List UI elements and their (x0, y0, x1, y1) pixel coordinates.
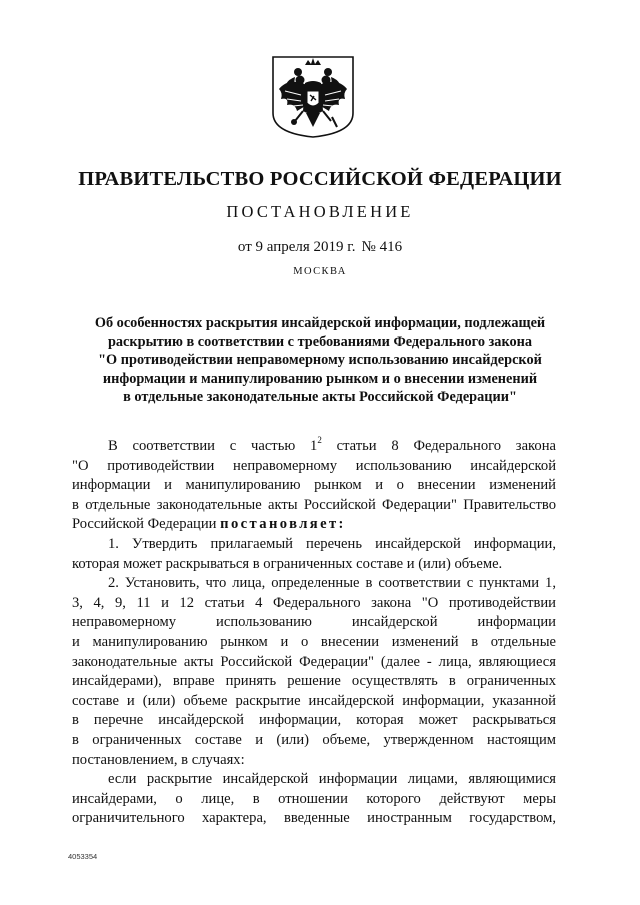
body-line: информации и манипулированию рынком и о внесении изменений (72, 477, 556, 494)
government-name: ПРАВИТЕЛЬСТВО РОССИЙСКОЙ ФЕДЕРАЦИИ (78, 168, 562, 190)
document-number: № 416 (361, 239, 403, 255)
body-line: Российской Федерации постановляет: (72, 516, 346, 533)
document-body (72, 437, 556, 829)
body-line: постановлением, в случаях: (72, 751, 245, 768)
body-line: в отдельные законодательные акты Российской Федерации" Правительство (72, 496, 556, 513)
title-line: "О противодействии неправомерному использованию инсайдерской (98, 352, 542, 369)
body-line: составе и (или) объеме раскрытие инсайдерской информации, указанной (72, 692, 556, 709)
body-line: в ограниченных составе и (или) объеме, утвержденном настоящим (72, 731, 556, 748)
title-line: Об особенностях раскрытия инсайдерской информации, подлежащей (94, 315, 546, 331)
resolves-word: постановляет: (220, 516, 346, 533)
body-line: инсайдерами, о лице, в отношении которого действуют меры (72, 790, 556, 807)
coat-of-arms-icon (271, 55, 355, 139)
body-line: 1. Утвердить прилагаемый перечень инсайдерской информации, (108, 535, 556, 552)
document-date: от 9 апреля 2019 г. (237, 239, 356, 255)
document-title (70, 314, 570, 407)
body-line: инсайдерами), вправе принять решение осуществлять в ограниченных (72, 673, 556, 690)
date-line (60, 239, 580, 256)
body-line: в перечне инсайдерской информации, которая может раскрываться (72, 712, 556, 729)
body-line: ограничительного характера, введенные иностранным государством, (72, 810, 556, 827)
superscript: 2 (317, 435, 322, 445)
body-line: 2. Установить, что лица, определенные в соответствии с пунктами 1, (108, 575, 556, 592)
body-line: неправомерному использованию инсайдерской информации (72, 614, 556, 631)
body-line: законодательные акты Российской Федерации" (далее - лица, являющиеся (72, 653, 556, 670)
document-code: 4053354 (68, 852, 98, 861)
body-line: 3, 4, 9, 11 и 12 статьи 4 Федерального закона "О противодействии (72, 594, 556, 611)
title-line: в отдельные законодательные акты Российской Федерации" (123, 389, 517, 406)
document-type: ПОСТАНОВЛЕНИЕ (226, 202, 414, 221)
body-line: и манипулированию рынком и о внесении изменений в отдельные (72, 633, 556, 650)
title-line: информации и манипулированию рынком и о внесении изменений (102, 370, 538, 387)
body-line: В соответствии с частью $1^2$ статьи 8 Федерального закона (108, 435, 556, 454)
title-line: раскрытию в соответствии с требованиями Федерального закона (107, 333, 533, 350)
body-line: "О противодействии неправомерному использованию инсайдерской (72, 457, 556, 474)
city: МОСКВА (293, 266, 347, 277)
body-line: которая может раскрываться в ограниченных составе и (или) объеме. (72, 555, 503, 572)
body-line: если раскрытие инсайдерской информации лицами, являющимися (108, 771, 556, 788)
